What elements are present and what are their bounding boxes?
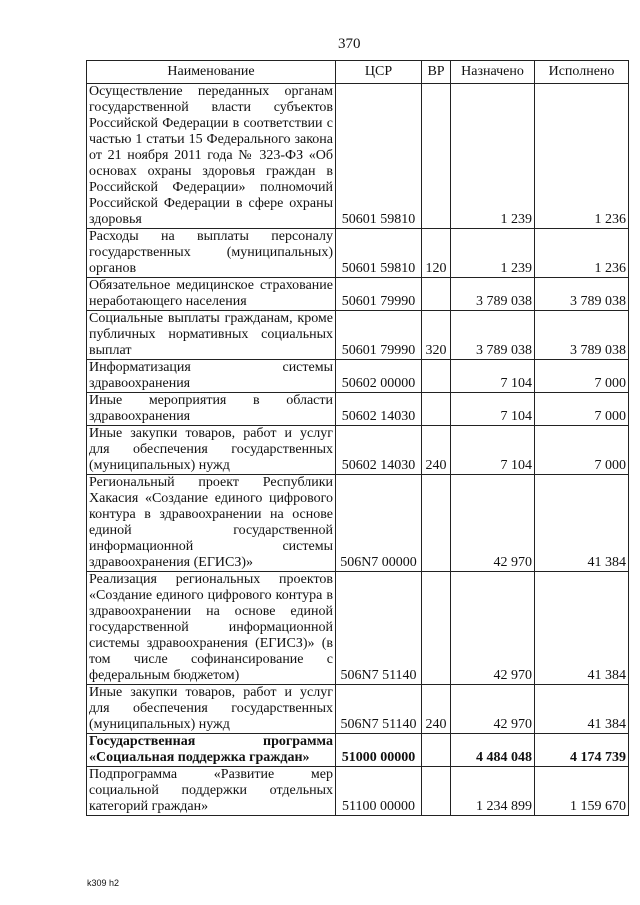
cell-csr: 50601 59810 [336,229,422,278]
cell-vr: 240 [422,426,451,475]
cell-planned: 42 970 [451,572,535,685]
cell-executed: 7 000 [535,393,629,426]
table-row [87,767,629,816]
cell-planned: 7 104 [451,360,535,393]
cell-vr [422,475,451,572]
cell-name: Осуществление переданных органам государственной власти субъектов Российской Федерации в соответствии с частью 1 статьи 15 Федерального закона от 21 ноября 2011 года № 323-ФЗ «Об основах охраны здоровья граждан в Российской Федерации» полномочий Российской Федерации в сфере охраны здоровья [87,84,336,229]
cell-executed: 1 236 [535,229,629,278]
cell-csr: 506N7 00000 [336,475,422,572]
header-name: Наименование [87,61,336,84]
table-row [87,734,629,767]
cell-planned: 42 970 [451,685,535,734]
cell-executed: 3 789 038 [535,311,629,360]
table-body [87,84,629,816]
cell-planned: 3 789 038 [451,278,535,311]
page-number: 370 [338,36,361,52]
cell-planned: 1 239 [451,84,535,229]
cell-planned: 7 104 [451,393,535,426]
cell-executed: 3 789 038 [535,278,629,311]
table-row [87,360,629,393]
cell-executed: 7 000 [535,426,629,475]
cell-vr [422,767,451,816]
cell-csr: 50601 79990 [336,278,422,311]
cell-name: Иные мероприятия в области здравоохранения [87,393,336,426]
footer-code: k309 h2 [87,878,120,888]
cell-planned: 3 789 038 [451,311,535,360]
cell-name: Иные закупки товаров, работ и услуг для обеспечения государственных (муниципальных) нужд [87,685,336,734]
cell-name: Реализация региональных проектов «Создание единого цифрового контура в здравоохранении на основе единой государственной информационной системы здравоохранения (ЕГИСЗ)» (в том числе софинансирование с федеральным бюджетом) [87,572,336,685]
cell-csr: 50602 14030 [336,426,422,475]
cell-csr: 50602 00000 [336,360,422,393]
cell-executed: 41 384 [535,685,629,734]
cell-planned: 42 970 [451,475,535,572]
cell-planned: 1 239 [451,229,535,278]
table-row [87,685,629,734]
cell-csr: 50601 59810 [336,84,422,229]
cell-planned: 1 234 899 [451,767,535,816]
cell-vr: 320 [422,311,451,360]
cell-name: Информатизация системы здравоохранения [87,360,336,393]
cell-executed: 41 384 [535,572,629,685]
cell-name: Государственная программа «Социальная поддержка граждан» [87,734,336,767]
table-row [87,278,629,311]
table-row [87,84,629,229]
cell-executed: 41 384 [535,475,629,572]
header-vr: ВР [422,61,451,84]
cell-vr [422,572,451,685]
budget-table [86,60,629,816]
cell-name: Расходы на выплаты персоналу государственных (муниципальных) органов [87,229,336,278]
cell-planned: 4 484 048 [451,734,535,767]
cell-vr [422,278,451,311]
cell-executed: 7 000 [535,360,629,393]
table-row [87,393,629,426]
cell-name: Подпрограмма «Развитие мер социальной поддержки отдельных категорий граждан» [87,767,336,816]
table-row [87,426,629,475]
cell-csr: 506N7 51140 [336,685,422,734]
cell-executed: 1 236 [535,84,629,229]
cell-csr: 50601 79990 [336,311,422,360]
header-executed: Исполнено [535,61,629,84]
cell-executed: 4 174 739 [535,734,629,767]
cell-vr: 240 [422,685,451,734]
cell-name: Иные закупки товаров, работ и услуг для обеспечения государственных (муниципальных) нужд [87,426,336,475]
cell-vr [422,734,451,767]
cell-vr [422,393,451,426]
table-header-row [87,61,629,84]
header-planned: Назначено [451,61,535,84]
cell-name: Обязательное медицинское страхование неработающего населения [87,278,336,311]
table-row [87,475,629,572]
cell-name: Региональный проект Республики Хакасия «Создание единого цифрового контура в здравоохранении на основе единой государственной информационной системы здравоохранения (ЕГИСЗ)» [87,475,336,572]
cell-csr: 506N7 51140 [336,572,422,685]
cell-planned: 7 104 [451,426,535,475]
cell-csr: 51100 00000 [336,767,422,816]
cell-executed: 1 159 670 [535,767,629,816]
cell-vr: 120 [422,229,451,278]
cell-vr [422,360,451,393]
table-row [87,311,629,360]
cell-name: Социальные выплаты гражданам, кроме публичных нормативных социальных выплат [87,311,336,360]
cell-csr: 50602 14030 [336,393,422,426]
table-row [87,229,629,278]
cell-vr [422,84,451,229]
table-row [87,572,629,685]
header-csr: ЦСР [336,61,422,84]
cell-csr: 51000 00000 [336,734,422,767]
